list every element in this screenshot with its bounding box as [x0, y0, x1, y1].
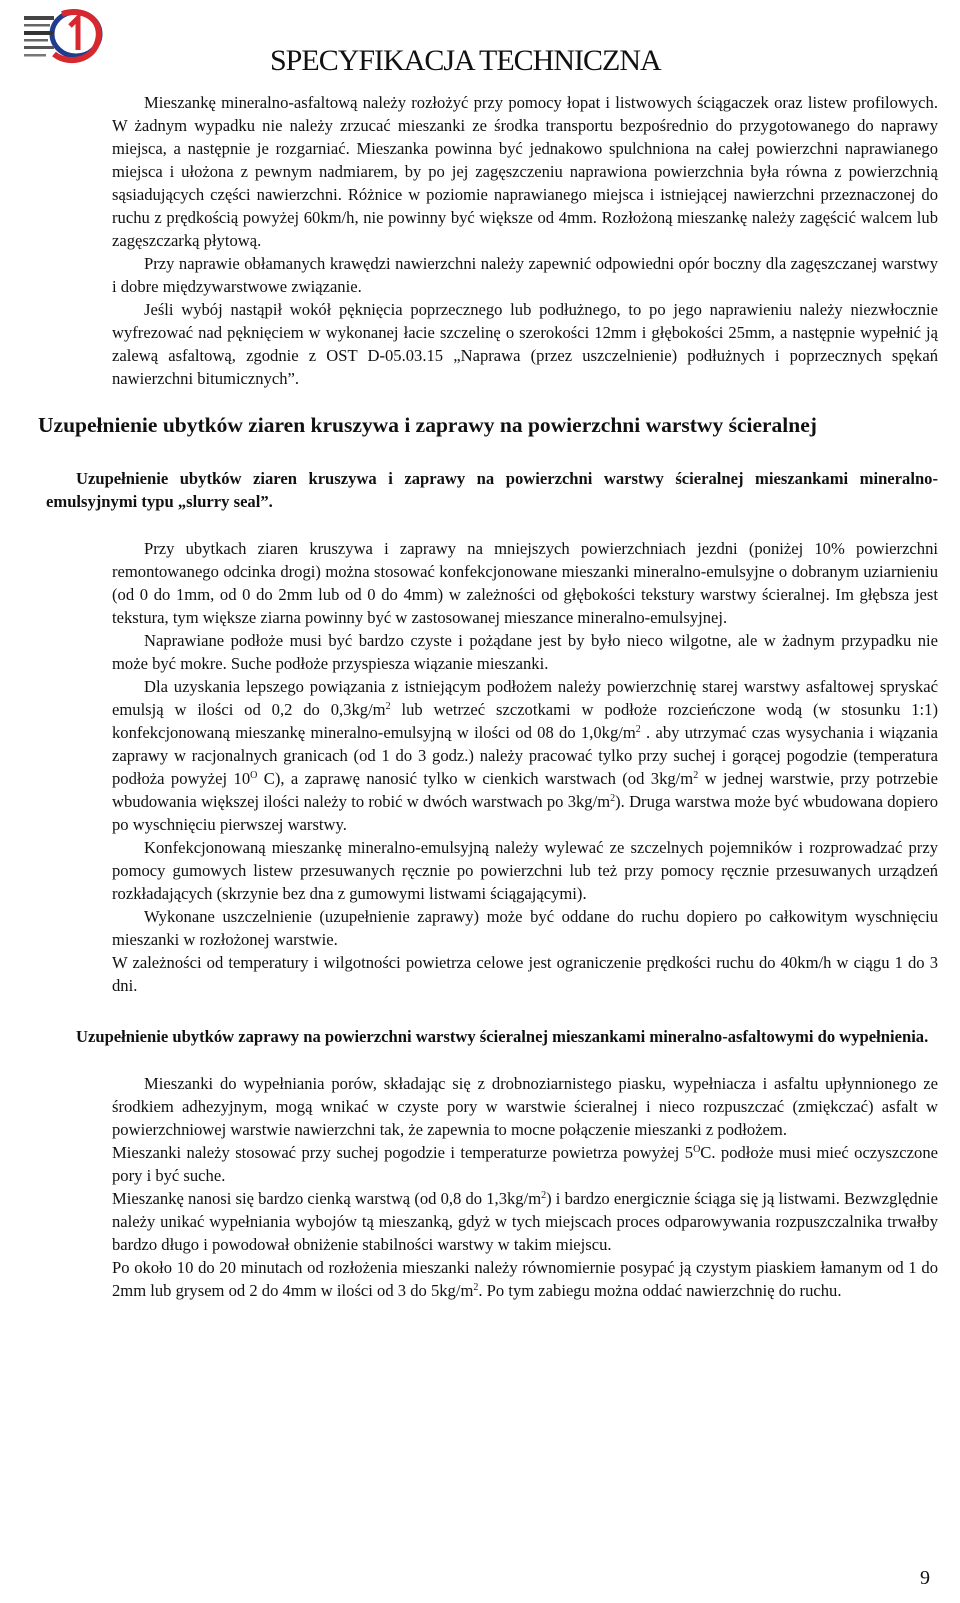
document-header-title: SPECYFIKACJA TECHNICZNA: [270, 44, 661, 77]
paragraph: Jeśli wybój nastąpił wokół pęknięcia poprzecznego lub podłużnego, to po jego naprawieniu należy niezwłocznie wyfrezować nad pęknięciem w wykonanej łacie szczelinę o szerokości 12mm i głębokości 25mm, a następnie wypełnić ją zalewą asfaltową, zgodnie z OST D-05.03.15 „Naprawa (przez uszczelnienie) podłużnych i poprzecznych spękań nawierzchni bitumicznych”.: [112, 300, 938, 388]
subsection-heading: Uzupełnienie ubytków zaprawy na powierzchni warstwy ścieralnej mieszankami mineralno-asfaltowymi do wypełnienia.: [76, 1027, 929, 1046]
paragraph: Dla uzyskania lepszego powiązania z istniejącym podłożem należy powierzchnię starej warstwy asfaltowej spryskać emulsją w ilości od 0,2 do $0,3kg/m^2$ lub wetrzeć szczotkami w podłoże rozcieńczone wodą (w stosunku 1:1) konfekcjonowaną mieszankę mineralno-emulsyjną w ilości od 08 do $1,0kg/m^2$ . aby utrzymać czas wysychania i wiązania zaprawy w racjonalnych granicach (od 1 do 3 godz.) należy pracować tylko przy suchej i gorącej pogodzie (temperatura podłoża powyżej $10^O$ C), a zaprawę nanosić tylko w cienkich warstwach (od $3kg/m^2$ w jednej warstwie, przy potrzebie wbudowania większej ilości należy to robić w dwóch warstwach po $3kg/m^2$). Druga warstwa może być wbudowana dopiero po wyschnięciu pierwszej warstwy.: [112, 677, 938, 834]
paragraph: Wykonane uszczelnienie (uzupełnienie zaprawy) może być oddane do ruchu dopiero po całkowitym wyschnięciu mieszanki w rozłożonej warstwie.: [112, 907, 938, 949]
paragraph: W zależności od temperatury i wilgotności powietrza celowe jest ograniczenie prędkości ruchu do 40km/h w ciągu 1 do 3 dni.: [112, 953, 938, 995]
paragraph: Mieszankę mineralno-asfaltową należy rozłożyć przy pomocy łopat i listwowych ściągaczek oraz listew profilowych. W żadnym wypadku nie należy zrzucać mieszanki ze środka transportu bezpośrednio do przygotowanego do naprawy miejsca, a następnie je rozgarniać. Mieszanka powinna być jednakowo spulchniona na całej powierzchni naprawianego miejsca i ułożona z pewnym nadmiarem, by po jej zagęszczeniu naprawiona powierzchnia była równa z powierzchnią sąsiadujących części nawierzchni. Różnice w poziomie naprawianego miejsca i istniejącej nawierzchni przeznaczonej do ruchu z prędkością powyżej 60km/h, nie powinny być większe od 4mm. Rozłożoną mieszankę należy zagęścić walcem lub zagęszczarką płytową.: [112, 93, 938, 250]
paragraph: Po około 10 do 20 minutach od rozłożenia mieszanki należy równomiernie posypać ją czystym piaskiem łamanym od 1 do 2mm lub grysem od 2 do 4mm w ilości od 3 do $5kg/m^2$. Po tym zabiegu można oddać nawierzchnię do ruchu.: [112, 1258, 938, 1300]
paragraph: Mieszanki należy stosować przy suchej pogodzie i temperaturze powietrza powyżej $5^OC$. podłoże musi mieć oczyszczone pory i być suche.: [112, 1143, 938, 1185]
paragraph: Naprawiane podłoże musi być bardzo czyste i pożądane jest by było nieco wilgotne, ale w żadnym przypadku nie może być mokre. Suche podłoże przyspiesza wiązanie mieszanki.: [112, 631, 938, 673]
page-number: 9: [920, 1567, 930, 1589]
section-heading: Uzupełnienie ubytków ziaren kruszywa i zaprawy na powierzchni warstwy ścieralnej: [38, 413, 817, 437]
paragraph: Przy ubytkach ziaren kruszywa i zaprawy na mniejszych powierzchniach jezdni (poniżej 10% powierzchni remontowanego odcinka drogi) można stosować konfekcjonowane mieszanki mineralno-emulsyjne o dobranym uziarnieniu (od 0 do 1mm, od 0 do 2mm lub od 0 do 4mm) w zależności od głębokości tekstury warstwy ścieralnej. Im głębsza jest tekstura, tym większe ziarna powinny być w zastosowanej mieszance mineralno-emulsyjnej.: [112, 539, 938, 627]
document-body: [38, 91, 939, 1302]
paragraph: Konfekcjonowaną mieszankę mineralno-emulsyjną należy wylewać ze szczelnych pojemników i rozprowadzać przy pomocy gumowych listew przesuwanych ręcznie po powierzchni lub też przy pomocy ręcznie przesuwanych urządzeń rozkładających (skrzynie bez dna z gumowymi listwami ściągającymi).: [112, 838, 938, 903]
company-logo-icon: [18, 4, 110, 74]
paragraph: Mieszanki do wypełniania porów, składając się z drobnoziarnistego piasku, wypełniacza i asfaltu upłynnionego ze środkiem adhezyjnym, mogą wnikać w czyste pory w warstwie ścieralnej i nieco rozpuszczać (zmiękczać) asfalt w powierzchniowej warstwie nawierzchni tak, że zapewnia to mocne połączenie mieszanki z podłożem.: [112, 1074, 938, 1139]
paragraph: Mieszankę nanosi się bardzo cienką warstwą (od 0,8 do $1,3kg/m^2$) i bardzo energicznie ściąga się ją listwami. Bezwzględnie należy unikać wypełniania wybojów tą mieszanką, gdyż w tych miejscach proces odparowywania rozpuszczalnika trwałby bardzo długo i powodował obniżenie stabilności warstwy w takim miejscu.: [112, 1189, 939, 1254]
paragraph: Przy naprawie obłamanych krawędzi nawierzchni należy zapewnić odpowiedni opór boczny dla zagęszczanej warstwy i dobre międzywarstwowe związanie.: [112, 254, 938, 296]
subsection-heading: Uzupełnienie ubytków ziaren kruszywa i zaprawy na powierzchni warstwy ścieralnej mieszankami mineralno-emulsyjnymi typu „slurry seal”.: [46, 469, 938, 511]
